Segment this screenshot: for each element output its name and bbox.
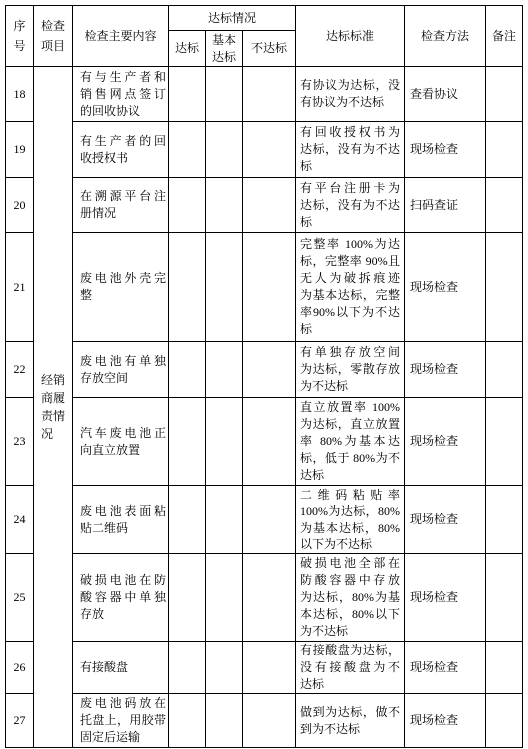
remark-cell — [486, 233, 523, 342]
table-row — [6, 342, 523, 398]
basic-mark-cell — [206, 398, 243, 486]
inspection-table — [5, 5, 523, 748]
fail-mark-cell — [243, 122, 296, 178]
standard-line: 为基本达标，80% — [300, 520, 401, 535]
remark-cell — [486, 342, 523, 398]
content-line: 有与生产者和 — [80, 69, 166, 84]
standard-cell — [296, 554, 405, 642]
standard-line: 有回收授权书为 — [300, 125, 401, 139]
header-method: 检查方法 — [405, 6, 486, 67]
fail-mark-cell — [243, 694, 296, 748]
standard-line: 标，完整率 90%且 — [300, 254, 401, 268]
fail-mark-cell — [243, 486, 296, 554]
basic-mark-cell — [206, 486, 243, 554]
standard-cell — [296, 342, 405, 398]
content-cell — [73, 398, 169, 486]
basic-mark-cell — [206, 178, 243, 233]
header-row — [6, 6, 523, 31]
standard-line: 到为不达标 — [300, 721, 361, 736]
fail-mark-cell — [243, 554, 296, 642]
remark-cell — [486, 67, 523, 122]
fail-mark-cell — [243, 178, 296, 233]
method-cell: 现场检查 — [405, 398, 486, 486]
method-cell: 现场检查 — [405, 486, 486, 554]
standard-line: 为达标，直立放置 — [300, 417, 401, 431]
content-line: 固定后运输 — [80, 730, 141, 744]
standard-line: 达标，没有为不达 — [300, 197, 401, 212]
basic-mark-cell — [206, 342, 243, 398]
content-cell — [73, 642, 169, 694]
content-line: 酸容器中单独 — [80, 590, 166, 604]
table-row — [6, 122, 523, 178]
row-number: 21 — [6, 233, 34, 342]
category-cell: 经销商履责情况 — [34, 67, 73, 748]
pass-mark-cell — [169, 67, 206, 122]
remark-cell — [486, 486, 523, 554]
row-number: 25 — [6, 554, 34, 642]
standard-cell — [296, 642, 405, 694]
row-number: 23 — [6, 398, 34, 486]
method-cell: 现场检查 — [405, 342, 486, 398]
row-number: 22 — [6, 342, 34, 398]
header-basic: 基本达标 — [206, 31, 243, 67]
table-row — [6, 233, 523, 342]
table-row — [6, 398, 523, 486]
method-cell: 现场检查 — [405, 554, 486, 642]
content-line: 有生产者的回 — [80, 133, 166, 148]
fail-mark-cell — [243, 398, 296, 486]
standard-line: 没有接酸盘为不 — [300, 660, 401, 674]
fail-mark-cell — [243, 642, 296, 694]
standard-line: 为达标，零散存放 — [300, 362, 401, 376]
table-row — [6, 178, 523, 233]
remark-cell — [486, 694, 523, 748]
pass-mark-cell — [169, 342, 206, 398]
standard-line: 防酸容器中存放 — [300, 573, 401, 587]
header-pass: 达标 — [169, 31, 206, 67]
content-cell — [73, 233, 169, 342]
standard-line: 无人为破拆痕迹 — [300, 271, 401, 285]
content-line: 整 — [80, 288, 93, 302]
row-number: 20 — [6, 178, 34, 233]
standard-line: 标 — [300, 322, 313, 336]
standard-line: 率 80%为基本达 — [300, 434, 401, 448]
standard-line: 达标 — [300, 468, 325, 482]
row-number: 19 — [6, 122, 34, 178]
standard-line: 为不达标 — [300, 379, 349, 393]
row-number: 27 — [6, 694, 34, 748]
standard-line: 达标，没有为不达 — [300, 142, 401, 156]
header-status: 达标情况 — [169, 6, 296, 31]
standard-line: 为不达标 — [300, 624, 349, 638]
content-cell — [73, 694, 169, 748]
standard-line: 完整率 100%为达 — [300, 237, 401, 251]
header-content: 检查主要内容 — [73, 6, 169, 67]
method-cell: 现场检查 — [405, 694, 486, 748]
standard-line: 有平台注册卡为 — [300, 180, 401, 195]
standard-line: 有协议为达标，没 — [300, 78, 401, 92]
remark-cell — [486, 122, 523, 178]
table-row — [6, 554, 523, 642]
standard-cell — [296, 233, 405, 342]
content-cell — [73, 554, 169, 642]
standard-line: 为达标，80%为基 — [300, 590, 401, 604]
standard-line: 有单独存放空间 — [300, 345, 401, 359]
method-cell: 现场检查 — [405, 122, 486, 178]
content-line: 废电池外壳完 — [80, 271, 166, 285]
basic-mark-cell — [206, 694, 243, 748]
fail-mark-cell — [243, 342, 296, 398]
content-cell — [73, 122, 169, 178]
content-line: 废电池码放在 — [80, 696, 166, 710]
standard-cell — [296, 398, 405, 486]
fail-mark-cell — [243, 67, 296, 122]
pass-mark-cell — [169, 694, 206, 748]
standard-line: 率90%以下为不达 — [300, 305, 401, 319]
standard-cell — [296, 486, 405, 554]
header-remark: 备注 — [486, 6, 523, 67]
remark-cell — [486, 642, 523, 694]
content-cell — [73, 486, 169, 554]
standard-line: 达标 — [300, 677, 325, 691]
content-line: 销售网点签订 — [80, 86, 166, 101]
standard-cell — [296, 694, 405, 748]
basic-mark-cell — [206, 122, 243, 178]
standard-cell — [296, 67, 405, 122]
table-row — [6, 486, 523, 554]
basic-mark-cell — [206, 642, 243, 694]
content-line: 存放空间 — [80, 370, 129, 385]
standard-line: 为基本达标，完整 — [300, 288, 401, 302]
row-number: 24 — [6, 486, 34, 554]
method-cell: 查看协议 — [405, 67, 486, 122]
standard-line: 有接酸盘为达标， — [300, 643, 401, 657]
content-line: 存放 — [80, 607, 105, 621]
standard-line: 破损电池全部在 — [300, 556, 401, 570]
remark-cell — [486, 398, 523, 486]
table-row — [6, 694, 523, 748]
fail-mark-cell — [243, 233, 296, 342]
method-cell: 扫码查证 — [405, 178, 486, 233]
pass-mark-cell — [169, 554, 206, 642]
standard-cell — [296, 178, 405, 233]
row-number: 26 — [6, 642, 34, 694]
standard-line: 直立放置率 100% — [300, 400, 401, 414]
standard-line: 以下为不达标 — [300, 537, 373, 551]
content-line: 破损电池在防 — [80, 573, 166, 587]
standard-line: 100%为达标，80% — [300, 504, 401, 518]
header-standard: 达标标准 — [296, 6, 405, 67]
content-line: 汽车废电池正 — [80, 425, 166, 440]
remark-cell — [486, 178, 523, 233]
standard-line: 标 — [300, 159, 313, 173]
method-cell: 现场检查 — [405, 233, 486, 342]
pass-mark-cell — [169, 233, 206, 342]
standard-line: 做到为达标，做不 — [300, 704, 401, 719]
content-line: 向直立放置 — [80, 442, 141, 457]
content-line: 的回收协议 — [80, 103, 141, 118]
basic-mark-cell — [206, 67, 243, 122]
standard-line: 标 — [300, 214, 313, 229]
content-cell — [73, 67, 169, 122]
standard-line: 标，低于 80%为不 — [300, 451, 401, 465]
header-no: 序号 — [6, 6, 34, 67]
header-item: 检查项目 — [34, 6, 73, 67]
table-row — [6, 642, 523, 694]
pass-mark-cell — [169, 398, 206, 486]
content-cell — [73, 342, 169, 398]
content-line: 托盘上，用胶带 — [80, 713, 166, 727]
content-line: 废电池有单独 — [80, 353, 166, 368]
basic-mark-cell — [206, 554, 243, 642]
content-line: 贴二维码 — [80, 520, 129, 535]
table-row — [6, 67, 523, 122]
content-cell — [73, 178, 169, 233]
content-line: 有接酸盘 — [80, 660, 129, 674]
basic-mark-cell — [206, 233, 243, 342]
pass-mark-cell — [169, 486, 206, 554]
standard-line: 二维码粘贴率 — [300, 487, 401, 502]
standard-line: 本达标，80%以下 — [300, 607, 401, 621]
remark-cell — [486, 554, 523, 642]
standard-cell — [296, 122, 405, 178]
header-fail: 不达标 — [243, 31, 296, 67]
content-line: 收授权书 — [80, 150, 129, 165]
pass-mark-cell — [169, 642, 206, 694]
method-cell: 现场检查 — [405, 642, 486, 694]
content-line: 在溯源平台注 — [80, 189, 166, 203]
content-line: 册情况 — [80, 206, 117, 220]
row-number: 18 — [6, 67, 34, 122]
pass-mark-cell — [169, 122, 206, 178]
pass-mark-cell — [169, 178, 206, 233]
content-line: 废电池表面粘 — [80, 503, 166, 518]
standard-line: 有协议为不达标 — [300, 95, 385, 109]
